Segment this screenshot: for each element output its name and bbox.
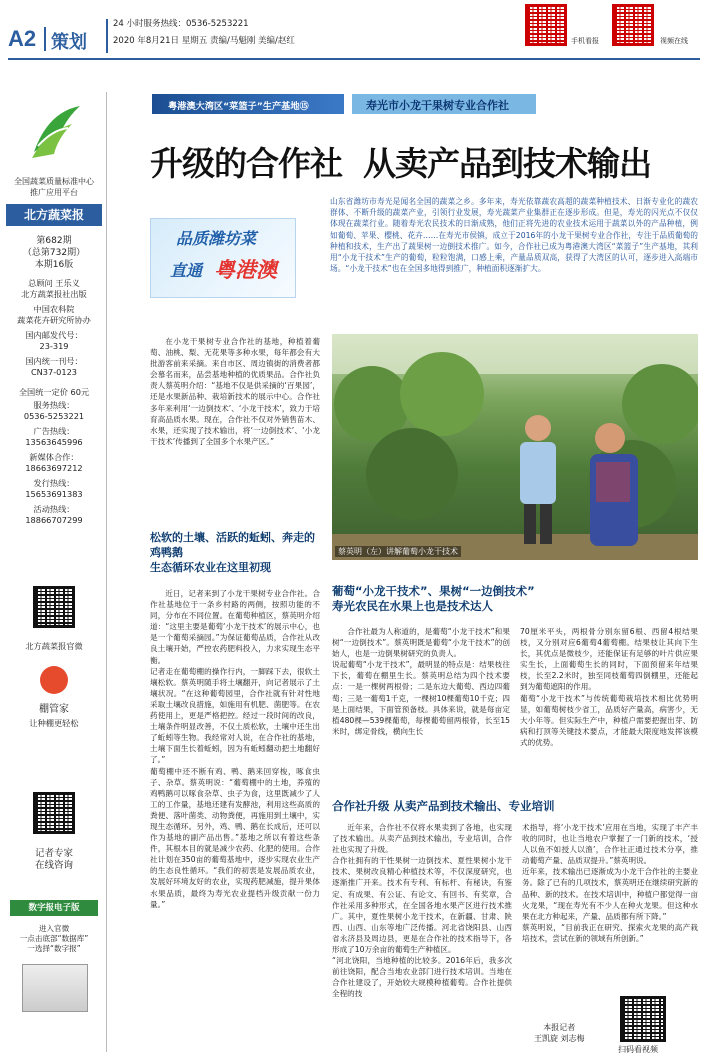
promo-line3: 粤港澳 xyxy=(214,258,277,282)
app-logo-icon xyxy=(40,666,68,694)
sidebar-cn-label: 国内统一刊号： xyxy=(25,356,83,366)
col1-para1: 在小龙干果树专业合作社的基地，种植着葡萄、油桃、梨、无花果等多种水果，每年都会有大批游客前来采摘。来自市区、周边镇街的消费者都会慕名而来，品尝基地种植的优质果品。合作社负责人蔡英明介绍：“基地不仅是供采摘的‘百果园’，还是水果新品种、栽培新技术的展示中心。合作社多年来利用‘一边倒技术’、‘小龙干技术’，致力于培育高品质水果。现在，合作社不仅对外销售苗木、水果，还实现了技术输出，将‘一边倒技术’、‘小龙干技术’传播到了全国多个水果产区。” xyxy=(150,337,320,446)
expert-qr-code[interactable] xyxy=(33,792,75,834)
sec3-col-b: 术指导，将‘小龙干技术’应用在当地，实现了丰产丰收的同时，也让当地农户掌握了一门新的技术，‘授人以鱼不如授人以渔’，合作社正通过技术分享，推动葡萄产量、品质双提升。”蔡英明说。 近年来，技术输出已逐渐成为小龙干合作社的主要业务。除了已有的几项技术，蔡英明还在继续研究新的品种、新的技术。在技术培训中，种植户都觉得一亩火龙果，“现在寿光有不少人在种火龙果。但这种水果在北方种起来，产量、品质都有所下降。” 蔡英明说，“目前我正在研究、探索火龙果的高产栽培技术，尝试在新的领域有所创新。” xyxy=(522,823,698,943)
video-qr-label: 扫码看视频 xyxy=(618,1045,658,1054)
intro-text: 山东省潍坊市寿光是闻名全国的蔬菜之乡。多年来，寿光依靠蔬农高超的蔬菜种植技术、日渐专业化的蔬农群体、不断升级的蔬菜产业，引领行业发展，寿光蔬菜产业集群正在逐步形成。但是，寿光的闪光点不仅仅体现在蔬菜行业。随着寿光农民技术的日渐成熟，他们正将先进的农业技术运用于蔬菜以外的产品种植，例如葡萄、苹果、樱桃、花卉……在寿光市侯镇，成立于2016年的小龙干果树专业合作社，专注于品质葡萄的种植和技术，生产出了蔬果树一边倒技术推广。如今，合作社已成为粤港澳大湾区“菜篮子”生产基地，其利用“小龙干技术”生产的葡萄，粒粒饱满，口感上乘，产量品质双高，获得了大湾区的认可，逐步进入高端市场。“小龙干技术”也在全国多地得到推广，种植面积逐渐扩大。 xyxy=(330,197,698,274)
banner-left-label: 粤港澳大湾区“菜篮子”生产基地⑮ xyxy=(168,101,309,112)
sidebar-service-label: 服务热线： xyxy=(33,400,75,410)
qr-label-mobile: 手机看报 xyxy=(571,37,599,45)
ebook-screenshot xyxy=(22,964,88,1012)
expert-label: 记者专家 在线咨询 xyxy=(34,848,73,871)
sidebar-paper-name: 北方蔬菜报 xyxy=(6,204,102,226)
wechat-label: 北方蔬菜报官微 xyxy=(25,641,83,651)
promo-line2: 直通 xyxy=(170,261,203,280)
sec3-reporter: 本报记者 王凯旋 刘志梅 xyxy=(534,1023,585,1043)
section-name: 策划 xyxy=(51,32,87,53)
qr-code-video[interactable] xyxy=(612,4,654,46)
sidebar-news: 18663697212 xyxy=(25,463,83,473)
ebook-instructions: 进入官微 一点击底部“数据库” 一选择“数字报” xyxy=(19,924,89,953)
sidebar-border xyxy=(106,92,107,1052)
sidebar-ad-label: 广告热线： xyxy=(33,426,75,436)
sidebar-post-code-label: 国内邮发代号： xyxy=(25,330,83,340)
ebook-title: 数字报电子版 xyxy=(10,900,98,916)
app-tagline: 让种棚更轻松 xyxy=(29,718,79,728)
promo-line1: 品质潍坊菜 xyxy=(176,229,257,248)
video-qr-code[interactable] xyxy=(620,996,666,1042)
header-rule xyxy=(106,19,108,53)
headline: 升级的合作社 从卖产品到技术输出 xyxy=(150,144,651,183)
page-number: A2 xyxy=(8,26,37,51)
sidebar-price: 全国统一定价 60元 xyxy=(18,387,90,397)
sidebar-biz2-label: 活动热线： xyxy=(33,504,75,514)
sec3-col-a: 近年来，合作社不仅将水果卖到了各地，也实现了技术输出。从卖产品到技术输出，专业培训，合作社也实现了升级。 合作社拥有的干性果树一边倒技术、夏性果树小龙干技术、果树改良精心种植技术等，不仅深度研究，也逐渐推广开来。技术有专利、有标杆、有秘诀，有鉴定、有成果、有公证、有论文、有回书、有奖章，合作社采用多种形式，在全国各地水果产区进行技术推广。其中，夏性果树小龙干技术，在新疆、甘肃、陕西、山西、山东等地广泛传播。河北省饶阳县、山西省永济县及周边县，更是在合作社的技术指导下，各形成了10万余亩的葡萄生产种植区。 “河北饶阳，当地种植的比较多。2016年后，我多次前往饶阳，配合当地农业部门进行技术培训。当地在合作社建设了，开始较大规模种植葡萄。合作社提供全程的技 xyxy=(332,823,512,999)
date-line: 2020 年8月21日 星期五 责编/马魁刚 美编/赵红 xyxy=(113,36,295,46)
sidebar-issue: 第682期 （总第732期） 本期16版 xyxy=(22,236,86,270)
service-hotline: 24 小时服务热线：0536-5253221 xyxy=(113,19,249,29)
sidebar xyxy=(6,92,102,1052)
sidebar-biz-label: 发行热线： xyxy=(33,478,75,488)
sec3-title: 合作社升级 从卖产品到技术输出、专业培训 xyxy=(332,799,555,813)
sidebar-news-label: 新媒体合作： xyxy=(29,452,79,462)
photo-caption: 蔡英明（左）讲解葡萄小龙干技术 xyxy=(335,546,461,557)
qr-label-video: 视频在线 xyxy=(660,37,688,45)
header-bottom-rule xyxy=(8,58,700,60)
sec2-col-a: 合作社最为人称道的，是葡萄“小龙干技术”和果树“一边倒技术”。蔡英明既是葡萄“小龙干技术”的创始人，也是一边倒果树研究的负责人。 说起葡萄“小龙干技术”，最明显的特点是：结果枝往下长，葡萄在棚里生长。蔡英明总结为四个技术要点：一是一棵树两根骨；二是东边大葡萄、西边四葡萄；三是一葡萄1千克，一棵树10棵葡萄10千克；四是上面结果，下面管预备枝。具体来说，就是每亩定植480棵—539棵葡萄，每棵葡萄留两根骨，长至15米时，绑定骨线，横向生长 xyxy=(332,627,510,736)
sidebar-cn: CN37-0123 xyxy=(30,367,78,377)
sidebar-post-code: 23-319 xyxy=(39,341,69,351)
sec2-title: 葡萄“小龙干技术”、果树“一边倒技术” 寿光农民在水果上也是技术达人 xyxy=(332,584,535,613)
sidebar-biz: 15653691383 xyxy=(25,489,83,499)
sidebar-biz2: 18866707299 xyxy=(25,515,83,525)
banner-right-label: 寿光市小龙干果树专业合作社 xyxy=(366,99,509,112)
sidebar-editor: 总顾问 王乐义 北方蔬菜报社出版 xyxy=(21,278,87,299)
sidebar-assoc: 中国农科院 蔬菜花卉研究所协办 xyxy=(17,304,91,325)
section-divider xyxy=(44,27,46,51)
wechat-qr-code[interactable] xyxy=(33,586,75,628)
col1-subhead: 松软的土壤、活跃的蚯蚓、奔走的鸡鸭鹅 生态循环农业在这里初现 xyxy=(150,531,315,574)
paper-logo-icon xyxy=(28,102,84,162)
vineyard-photo xyxy=(332,334,698,560)
col1-para2: 近日，记者来到了小龙干果树专业合作社。合作社基地位于一条乡村路的两侧，按照功能的不同，分布在不同位置。在葡萄种植区，蔡英明介绍道：“这里主要是葡萄‘小龙干技术’的展示中心，也是一个葡萄采摘园。”为保证葡萄品质，合作社从改良土壤开始，严控农药肥料投入，力求实现生态平衡。 记者走在葡萄棚的操作行内，一脚踩下去，很软土壤松软。蔡英明随手将土壤翻开，向记者展示了土壤状况。“在这种葡萄园里，合作社就有针对性地采取土壤改良措施，如施用有机肥、菌肥等。在农药使用上，更是严格把控。经过一段时间的改良，土壤条件明显改善，不仅土质松软，土壤中还生出了蚯蚓等生物。我经常对人说，在合作社的基地，土壤下面生长着蚯蚓，因为有蚯蚓翻动把土地翻好了。” 葡萄棚中还不断有鸡、鸭、鹅来回穿梭，啄食虫子、杂草。蔡英明说：“葡萄棚中的土地，养殖的鸡鸭鹅可以啄食杂草、虫子为食，这里既减少了人工的工作量，基地还建有发酵池，利用这些高质的粪便、落叶菌类、动物粪便，再施用到土壤中，实现生态循环。另外，鸡、鸭、鹅在长成后，还可以作为基地的副产品出售。”基地之所以有着这些条件，其根本目的就是减少农药、化肥的使用。合作社计划在350亩的葡萄基地中，逐步实现农业生产的生态良性循环。“我们的初衷是发展品质农业，发展好环境友好的农业，实现药肥减施，提升果体水果品质，最终为寿光农业提档升级贡献一份力量。” xyxy=(150,589,320,909)
vineyard-illustration xyxy=(332,334,698,560)
qr-code-mobile[interactable] xyxy=(525,4,567,46)
app-name: 棚管家 xyxy=(39,704,69,715)
sidebar-service: 0536-5253221 xyxy=(23,411,85,421)
sidebar-ad: 13563645996 xyxy=(25,437,83,447)
page-header xyxy=(0,0,708,68)
sidebar-org: 全国蔬菜质量标准中心 推广应用平台 xyxy=(14,177,94,197)
sec2-col-b: 70厘米平头，两根骨分别东留6根、西留4根结果枝，又分别对应6葡萄4葡萄棚。结果枝让其向下生长，其优点是微枝少，还能保证有足够的叶片供应果实生长，上面葡萄生长的同时，下面预留来年结果枝，长至2.2米时，独至同枝葡萄四倒棚里，还能起到为葡萄遮阳的作用。 葡萄“小龙干技术”与传统葡萄栽培技术相比优势明显，如葡萄树枝少省工，品质好产量高，病害少，无大小年等。但实际生产中，种植户需要把握出芽、防病和打顶等关键技术要点，才能最大限度地发挥该模式的优势。 xyxy=(520,627,698,747)
